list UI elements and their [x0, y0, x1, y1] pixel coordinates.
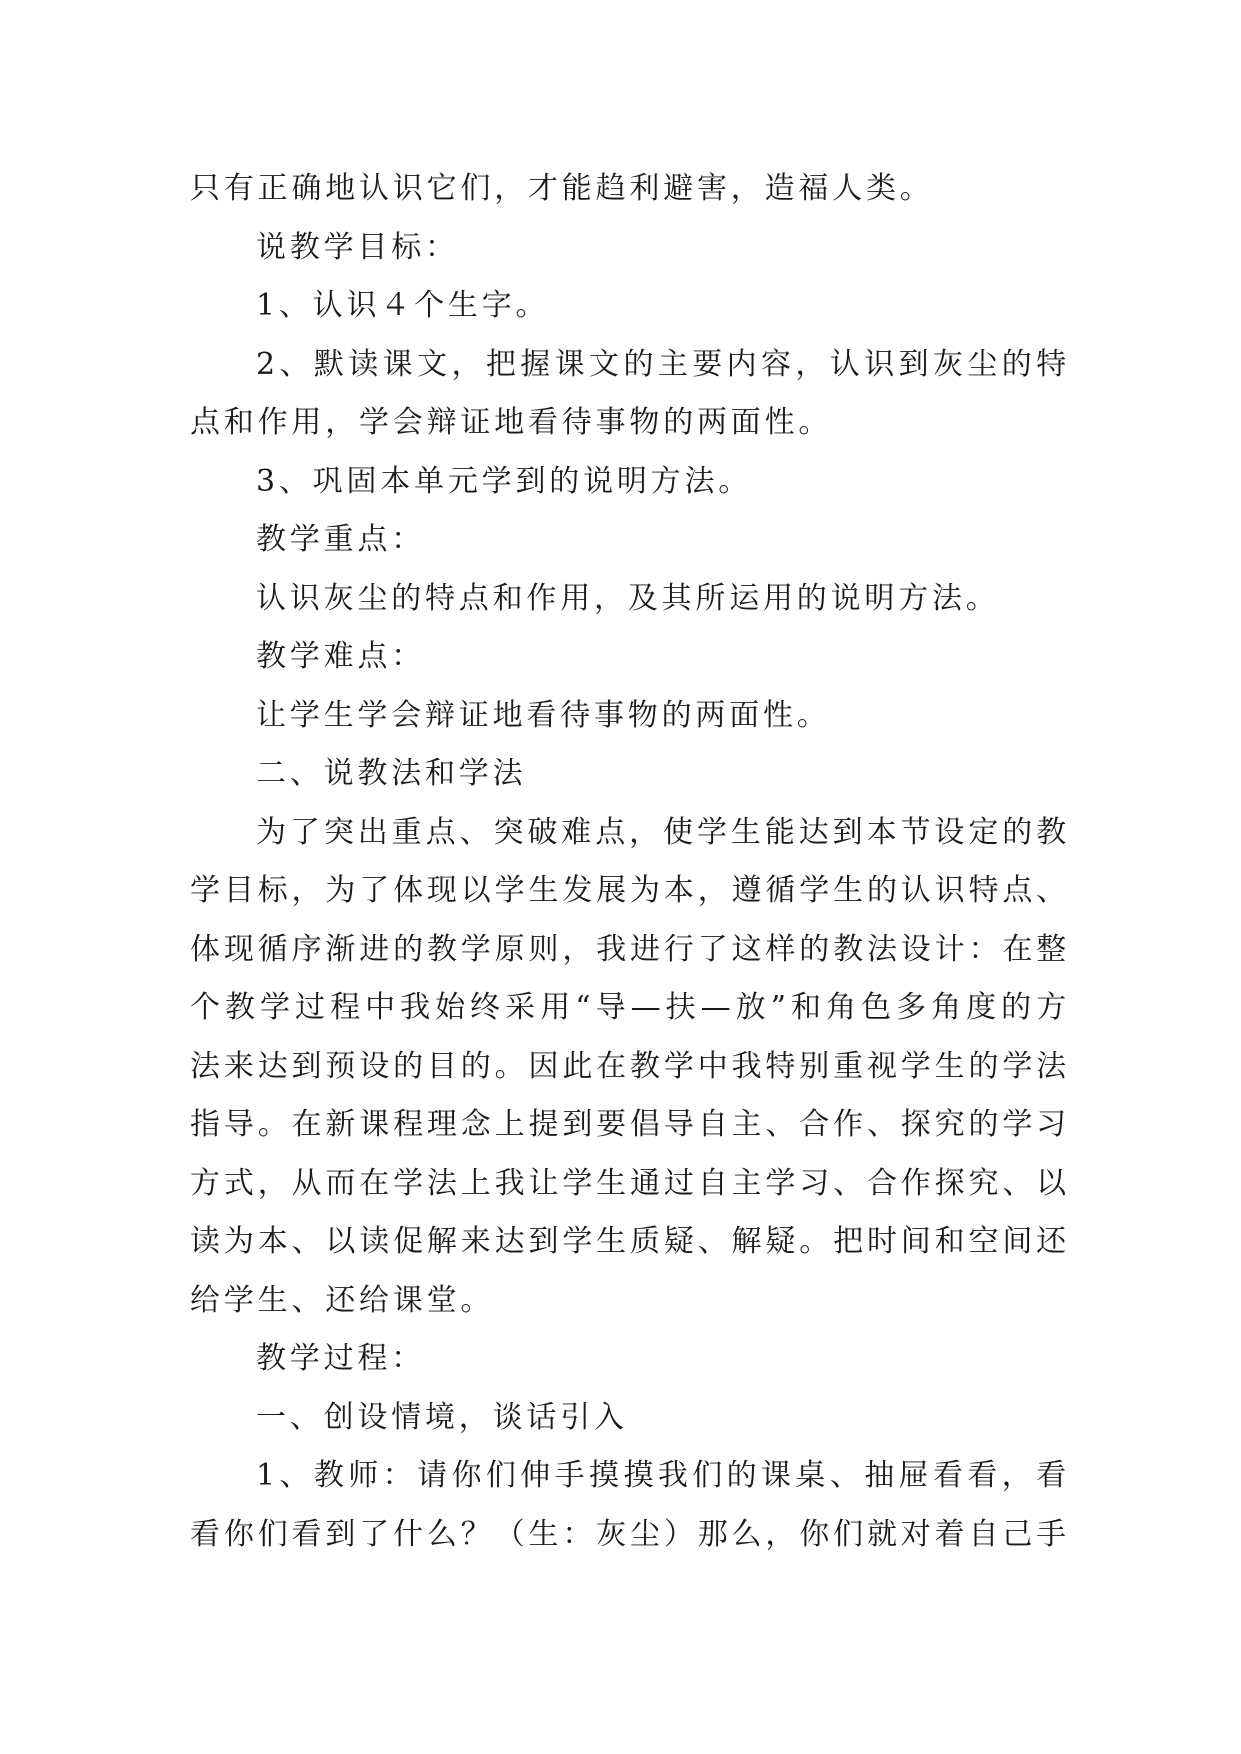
text-line: 指导。在新课程理念上提到要倡导自主、合作、探究的学习 [190, 1107, 1070, 1142]
text-line: 2、默读课文，把握课文的主要内容，认识到灰尘的特 [256, 346, 1070, 382]
heading-teaching-process: 教学过程： [256, 1341, 425, 1376]
heading-section-one: 一、创设情境，谈话引入 [256, 1399, 628, 1435]
text-line: 给学生、还给课堂。 [190, 1282, 495, 1318]
heading-teaching-objectives: 说教学目标： [256, 229, 459, 265]
text-line: 方式，从而在学法上我让学生通过自主学习、合作探究、以 [190, 1165, 1070, 1201]
text-line: 法来达到预设的目的。因此在教学中我特别重视学生的学法 [190, 1048, 1070, 1084]
text-line: 体现循序渐进的教学原则，我进行了这样的教法设计：在整 [190, 931, 1070, 967]
heading-methods: 二、说教法和学法 [256, 756, 527, 791]
text-line: 认识灰尘的特点和作用，及其所运用的说明方法。 [256, 580, 1000, 616]
heading-difficulties: 教学难点： [256, 639, 425, 674]
text-line: 只有正确地认识它们，才能趋利避害，造福人类。 [190, 171, 934, 206]
text-line: 个教学过程中我始终采用“导—扶—放”和角色多角度的方 [190, 990, 1070, 1025]
text-line: 1、教师：请你们伸手摸摸我们的课桌、抽屉看看，看 [256, 1458, 1070, 1493]
text-line: 学目标，为了体现以学生发展为本，遵循学生的认识特点、 [190, 873, 1070, 908]
text-line: 读为本、以读促解来达到学生质疑、解疑。把时间和空间还 [190, 1224, 1070, 1259]
heading-key-points: 教学重点： [256, 522, 425, 557]
document-body [190, 160, 1070, 1564]
text-line: 3、巩固本单元学到的说明方法。 [256, 463, 753, 499]
text-line: 1、认识４个生字。 [256, 288, 550, 323]
text-line: 为了突出重点、突破难点，使学生能达到本节设定的教 [256, 814, 1070, 850]
text-line: 让学生学会辩证地看待事物的两面性。 [256, 697, 831, 733]
text-line: 看你们看到了什么？（生：灰尘）那么，你们就对着自己手 [190, 1516, 1070, 1552]
text-line: 点和作用，学会辩证地看待事物的两面性。 [190, 405, 833, 440]
